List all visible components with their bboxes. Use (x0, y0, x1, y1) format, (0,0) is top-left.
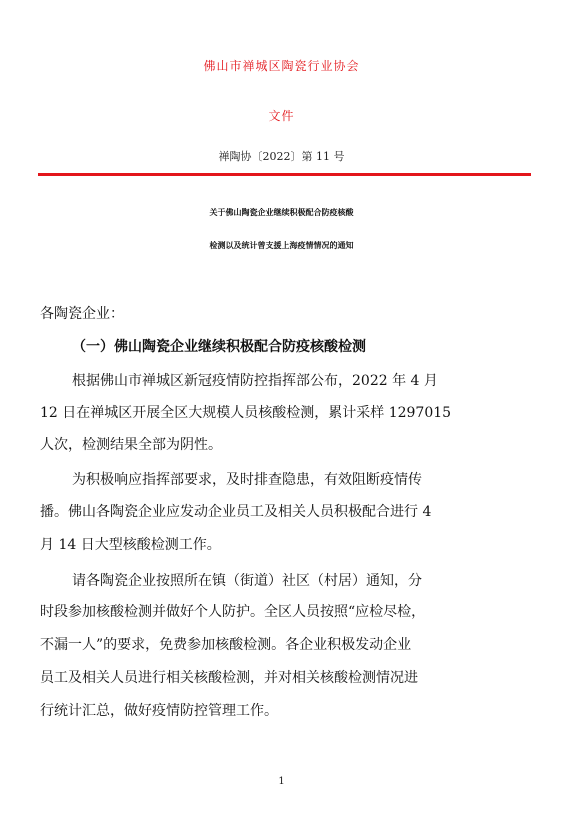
document-number: 禅陶协〔2022〕第 11 号 (218, 150, 345, 163)
paragraph-2-line: 播。佛山各陶瓷企业应发动企业员工及相关人员积极配合进行 4 (40, 504, 432, 520)
salutation: 各陶瓷企业： (40, 306, 124, 322)
paragraph-3-line: 不漏一人”的要求，免费参加核酸检测。各企业积极发动企业 (40, 637, 412, 653)
notice-title-line-1: 关于佛山陶瓷企业继续积极配合防疫核酸 (209, 208, 354, 217)
org-title-document-label: 文件 (268, 109, 295, 123)
page-number: 1 (278, 776, 285, 787)
paragraph-3-line: 行统计汇总，做好疫情防控管理工作。 (40, 703, 278, 719)
section-heading-1: （一）佛山陶瓷企业继续积极配合防疫核酸检测 (72, 339, 366, 355)
paragraph-1-line: 根据佛山市禅城区新冠疫情防控指挥部公布，2022 年 4 月 (72, 373, 438, 389)
org-title: 佛山市禅城区陶瓷行业协会 (203, 59, 360, 73)
paragraph-3-line: 员工及相关人员进行相关核酸检测，并对相关核酸检测情况进 (40, 670, 418, 686)
paragraph-3-line: 请各陶瓷企业按照所在镇（街道）社区（村居）通知，分 (72, 573, 422, 589)
notice-title-line-2: 检测以及统计曾支援上海疫情情况的通知 (209, 241, 354, 250)
paragraph-2-line: 月 14 日大型核酸检测工作。 (40, 537, 221, 553)
paragraph-2-line: 为积极响应指挥部要求，及时排查隐患，有效阻断疫情传 (72, 472, 422, 488)
paragraph-3-line: 时段参加核酸检测并做好个人防护。全区人员按照“应检尽检， (40, 604, 426, 620)
paragraph-1-line: 12 日在禅城区开展全区大规模人员核酸检测，累计采样 1297015 (40, 405, 452, 421)
paragraph-1-line: 人次，检测结果全部为阴性。 (40, 437, 222, 453)
red-header-rule (38, 173, 531, 176)
